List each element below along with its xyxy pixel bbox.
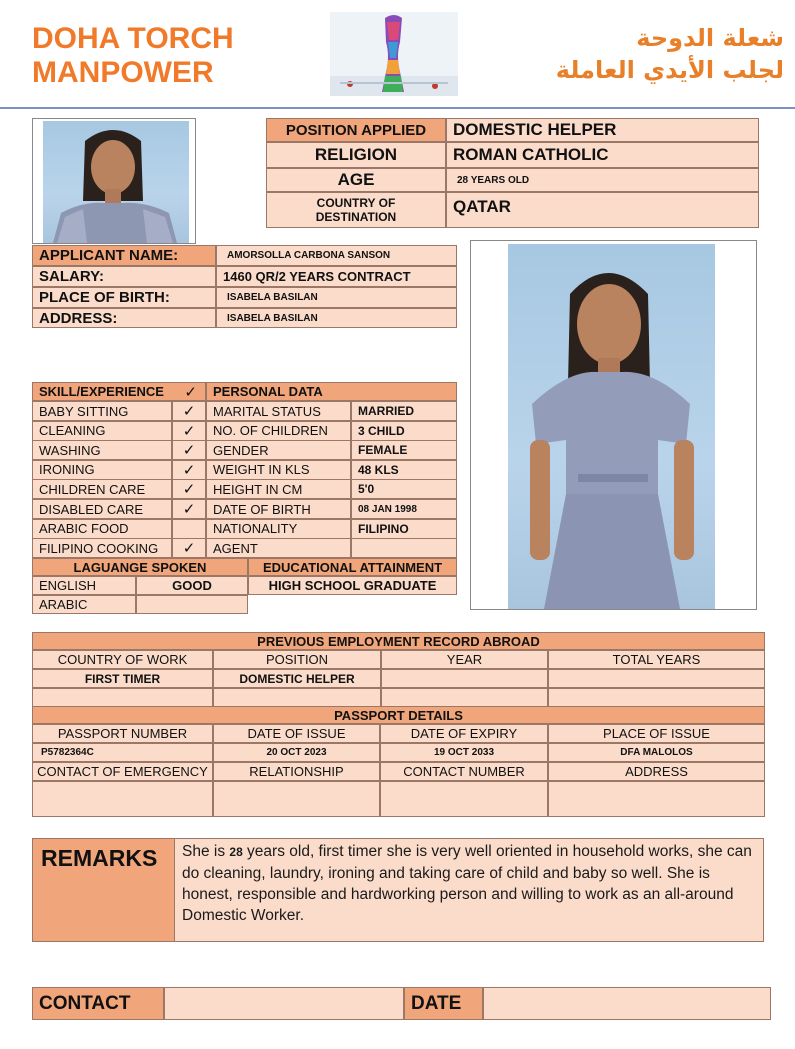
passport-header: PASSPORT DETAILS xyxy=(32,706,765,724)
personal-label: DATE OF BIRTH xyxy=(206,499,351,519)
language-arabic: ARABIC xyxy=(32,595,136,614)
personal-value: 48 KLS xyxy=(351,460,457,480)
employment-cell xyxy=(381,669,548,688)
education-header: EDUCATIONAL ATTAINMENT xyxy=(248,558,457,576)
skill-name: FILIPINO COOKING xyxy=(32,538,172,558)
employment-cell: DOMESTIC HELPER xyxy=(213,669,381,688)
remarks-text-before: She is xyxy=(182,843,230,860)
personal-value: 3 CHILD xyxy=(351,421,457,441)
salary-label: SALARY: xyxy=(32,266,216,287)
address-value: ISABELA BASILAN xyxy=(216,308,457,328)
position-value: DOMESTIC HELPER xyxy=(446,118,759,142)
applicant-portrait-large xyxy=(508,244,715,609)
date-field[interactable] xyxy=(483,987,771,1020)
company-name-line2: MANPOWER xyxy=(32,56,214,89)
contact-label: CONTACT xyxy=(32,987,164,1020)
company-name-line1: DOHA TORCH xyxy=(32,22,234,55)
employment-column-header: COUNTRY OF WORK xyxy=(32,650,213,669)
torch-logo xyxy=(330,12,458,96)
birthplace-label: PLACE OF BIRTH: xyxy=(32,287,216,308)
large-photo xyxy=(508,244,715,609)
remarks-text-after: years old, first timer she is very well oriented in household works, she can do cleaning, laundry, ironing and taking care of child and baby so well. She is honest, responsible and hardworking person and willing to work as an all-around Domestic Worker. xyxy=(182,843,752,924)
applicant-name-value: AMORSOLLA CARBONA SANSON xyxy=(216,245,457,266)
personal-value: MARRIED xyxy=(351,401,457,421)
remarks-label: REMARKS xyxy=(32,838,175,942)
emergency-empty-cell xyxy=(548,781,765,817)
applicant-name-label: APPLICANT NAME: xyxy=(32,245,216,266)
large-photo-frame xyxy=(470,240,757,610)
employment-header: PREVIOUS EMPLOYMENT RECORD ABROAD xyxy=(32,632,765,650)
skill-name: ARABIC FOOD xyxy=(32,519,172,539)
skills-header xyxy=(32,382,206,401)
personal-label: GENDER xyxy=(206,440,351,460)
personal-value xyxy=(351,538,457,558)
passport-column-header: PLACE OF ISSUE xyxy=(548,724,765,743)
passport-value: P5782364C xyxy=(32,743,213,762)
torch-logo-icon xyxy=(330,12,458,96)
address-label: ADDRESS: xyxy=(32,308,216,328)
language-header: LAGUANGE SPOKEN xyxy=(32,558,248,576)
remarks-age: 28 xyxy=(229,845,243,859)
company-name xyxy=(32,22,234,90)
emergency-empty-cell xyxy=(32,781,213,817)
employment-cell xyxy=(32,688,213,707)
header-divider xyxy=(0,107,795,109)
skill-name: IRONING xyxy=(32,460,172,480)
skill-name: BABY SITTING xyxy=(32,401,172,421)
small-photo-frame xyxy=(32,118,196,244)
personal-label: NATIONALITY xyxy=(206,519,351,539)
position-label: POSITION APPLIED xyxy=(266,118,446,142)
skill-check-icon: ✓ xyxy=(172,538,206,558)
passport-column-header: DATE OF EXPIRY xyxy=(380,724,548,743)
personal-header: PERSONAL DATA xyxy=(206,382,457,401)
religion-label: RELIGION xyxy=(266,142,446,168)
emergency-column-header: CONTACT NUMBER xyxy=(380,762,548,781)
company-name-arabic-line1: شعلة الدوحة xyxy=(636,24,784,52)
age-value: 28 YEARS OLD xyxy=(446,168,759,192)
skill-check-icon: ✓ xyxy=(172,460,206,480)
personal-label: WEIGHT IN KLS xyxy=(206,460,351,480)
personal-label: NO. OF CHILDREN xyxy=(206,421,351,441)
emergency-column-header: ADDRESS xyxy=(548,762,765,781)
age-label: AGE xyxy=(266,168,446,192)
passport-value: 20 OCT 2023 xyxy=(213,743,380,762)
religion-value: ROMAN CATHOLIC xyxy=(446,142,759,168)
education-value: HIGH SCHOOL GRADUATE xyxy=(248,576,457,595)
personal-label: MARITAL STATUS xyxy=(206,401,351,421)
employment-cell xyxy=(548,669,765,688)
country-label-line2: DESTINATION xyxy=(315,210,397,224)
employment-column-header: YEAR xyxy=(381,650,548,669)
contact-field[interactable] xyxy=(164,987,404,1020)
skill-check-icon: ✓ xyxy=(172,479,206,499)
small-photo xyxy=(43,121,189,243)
language-english-level: GOOD xyxy=(136,576,248,595)
skill-check-icon xyxy=(172,519,206,539)
emergency-column-header: CONTACT OF EMERGENCY xyxy=(32,762,213,781)
emergency-column-header: RELATIONSHIP xyxy=(213,762,380,781)
remarks-text xyxy=(182,841,757,926)
language-english: ENGLISH xyxy=(32,576,136,595)
language-arabic-level xyxy=(136,595,248,614)
emergency-empty-cell xyxy=(380,781,548,817)
skill-check-icon: ✓ xyxy=(172,440,206,460)
country-label xyxy=(266,192,446,228)
employment-cell: FIRST TIMER xyxy=(32,669,213,688)
personal-value: FEMALE xyxy=(351,440,457,460)
skill-name: CHILDREN CARE xyxy=(32,479,172,499)
company-name-arabic-line2: لجلب الأيدي العاملة xyxy=(555,56,784,84)
country-label-line1: COUNTRY OF xyxy=(316,196,396,210)
employment-column-header: TOTAL YEARS xyxy=(548,650,765,669)
skill-name: DISABLED CARE xyxy=(32,499,172,519)
personal-label: AGENT xyxy=(206,538,351,558)
applicant-portrait-small xyxy=(43,121,189,243)
salary-value: 1460 QR/2 YEARS CONTRACT xyxy=(216,266,457,287)
date-label: DATE xyxy=(404,987,483,1020)
personal-value: 08 JAN 1998 xyxy=(351,499,457,519)
skills-header-check-icon: ✓ xyxy=(184,382,197,401)
skill-check-icon: ✓ xyxy=(172,499,206,519)
passport-value: 19 OCT 2033 xyxy=(380,743,548,762)
birthplace-value: ISABELA BASILAN xyxy=(216,287,457,308)
personal-value: 5'0 xyxy=(351,479,457,499)
passport-value: DFA MALOLOS xyxy=(548,743,765,762)
skill-check-icon: ✓ xyxy=(172,401,206,421)
passport-column-header: PASSPORT NUMBER xyxy=(32,724,213,743)
emergency-empty-cell xyxy=(213,781,380,817)
company-name-arabic xyxy=(484,22,784,86)
employment-cell xyxy=(213,688,381,707)
employment-cell xyxy=(548,688,765,707)
employment-cell xyxy=(381,688,548,707)
skill-name: WASHING xyxy=(32,440,172,460)
skills-header-label: SKILL/EXPERIENCE xyxy=(39,384,164,399)
personal-value: FILIPINO xyxy=(351,519,457,539)
personal-label: HEIGHT IN CM xyxy=(206,479,351,499)
passport-column-header: DATE OF ISSUE xyxy=(213,724,380,743)
country-value: QATAR xyxy=(446,192,759,228)
skill-check-icon: ✓ xyxy=(172,421,206,441)
skill-name: CLEANING xyxy=(32,421,172,441)
employment-column-header: POSITION xyxy=(213,650,381,669)
